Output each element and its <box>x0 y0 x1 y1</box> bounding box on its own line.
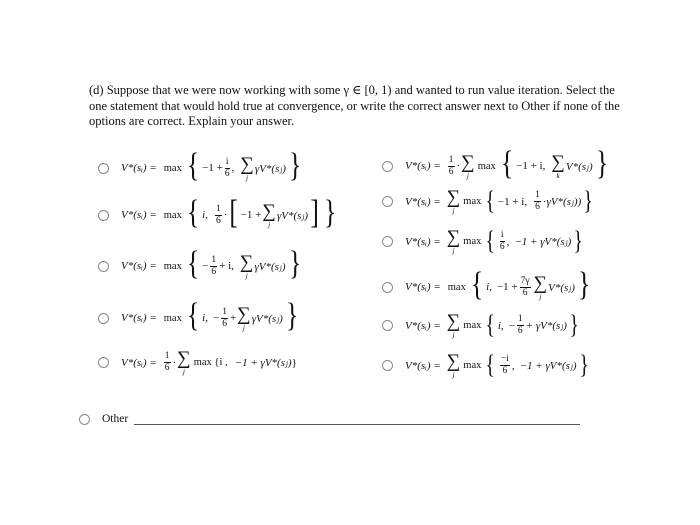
option-formula: V*(sᵢ) = max { −1 + $\frac{i}{6}$ , ∑ j γV*(sⱼ) } <box>121 147 302 184</box>
option-right-1[interactable] <box>382 145 611 182</box>
radio-button[interactable] <box>98 313 109 324</box>
option-left-1[interactable] <box>98 147 304 184</box>
radio-button[interactable] <box>382 320 393 331</box>
radio-button[interactable] <box>382 282 393 293</box>
option-formula: V*(sᵢ) = max { i , −1 + $\frac{7\gamma}{6}$ ∑ j V*(sⱼ) } <box>405 266 591 303</box>
option-right-3[interactable] <box>382 225 586 255</box>
radio-button[interactable] <box>382 360 393 371</box>
question-text: (d) Suppose that we were now working with some γ ∈ [0, 1) and wanted to run value iteration. Select the one statement that would hold true at convergence, or write the correct answer next to Other if none of the options are correct. Explain your answer. <box>89 83 620 128</box>
option-left-5[interactable] <box>98 350 297 375</box>
option-formula: V*(sᵢ) = max { i , $\frac{1}{6}$ · [ −1 + ∑ j γV*(sⱼ) ] } <box>121 194 337 231</box>
option-left-4[interactable] <box>98 297 301 334</box>
radio-button[interactable] <box>98 357 109 368</box>
other-answer-field[interactable] <box>134 424 580 425</box>
radio-button[interactable] <box>382 196 393 207</box>
radio-button[interactable] <box>382 236 393 247</box>
radio-button[interactable] <box>79 414 90 425</box>
option-formula: V*(sᵢ) = ∑ j max { i , − $\frac{1}{6}$ + γV*(sⱼ) } <box>405 309 579 339</box>
radio-button[interactable] <box>98 261 109 272</box>
option-formula: V*(sᵢ) = $\frac{1}{6}$ · ∑ j max { −1 + i , ∑ k V*(sⱼ) } <box>405 145 608 182</box>
radio-button[interactable] <box>98 210 109 221</box>
option-right-4[interactable] <box>382 266 593 303</box>
option-formula: V*(sᵢ) = ∑ j max { −1 + i , $\frac{1}{6}$ · γV*(sⱼ)) } <box>405 185 594 215</box>
other-label: Other <box>102 413 129 425</box>
option-formula: V*(sᵢ) = max { − $\frac{1}{6}$ + i , ∑ j γV*(sⱼ) } <box>121 245 301 282</box>
option-right-5[interactable] <box>382 309 581 339</box>
option-right-6[interactable] <box>382 349 591 379</box>
option-formula: V*(sᵢ) = max { i , − $\frac{1}{6}$ + ∑ j γV*(sⱼ) } <box>121 297 299 334</box>
option-left-2[interactable] <box>98 194 340 231</box>
radio-button[interactable] <box>98 163 109 174</box>
option-formula: V*(sᵢ) = ∑ j max { $\frac{i}{6}$ , −1 + γV*(sⱼ) } <box>405 225 584 255</box>
radio-button[interactable] <box>382 161 393 172</box>
option-other[interactable] <box>79 413 128 425</box>
option-formula: V*(sᵢ) = $\frac{1}{6}$ · ∑ j max {i , −1 + γV*(sⱼ) } <box>121 348 297 376</box>
option-formula: V*(sᵢ) = ∑ j max { $\frac{-i}{6}$ , −1 + γV*(sⱼ) } <box>405 349 589 379</box>
option-left-3[interactable] <box>98 245 304 282</box>
option-right-2[interactable] <box>382 185 596 215</box>
